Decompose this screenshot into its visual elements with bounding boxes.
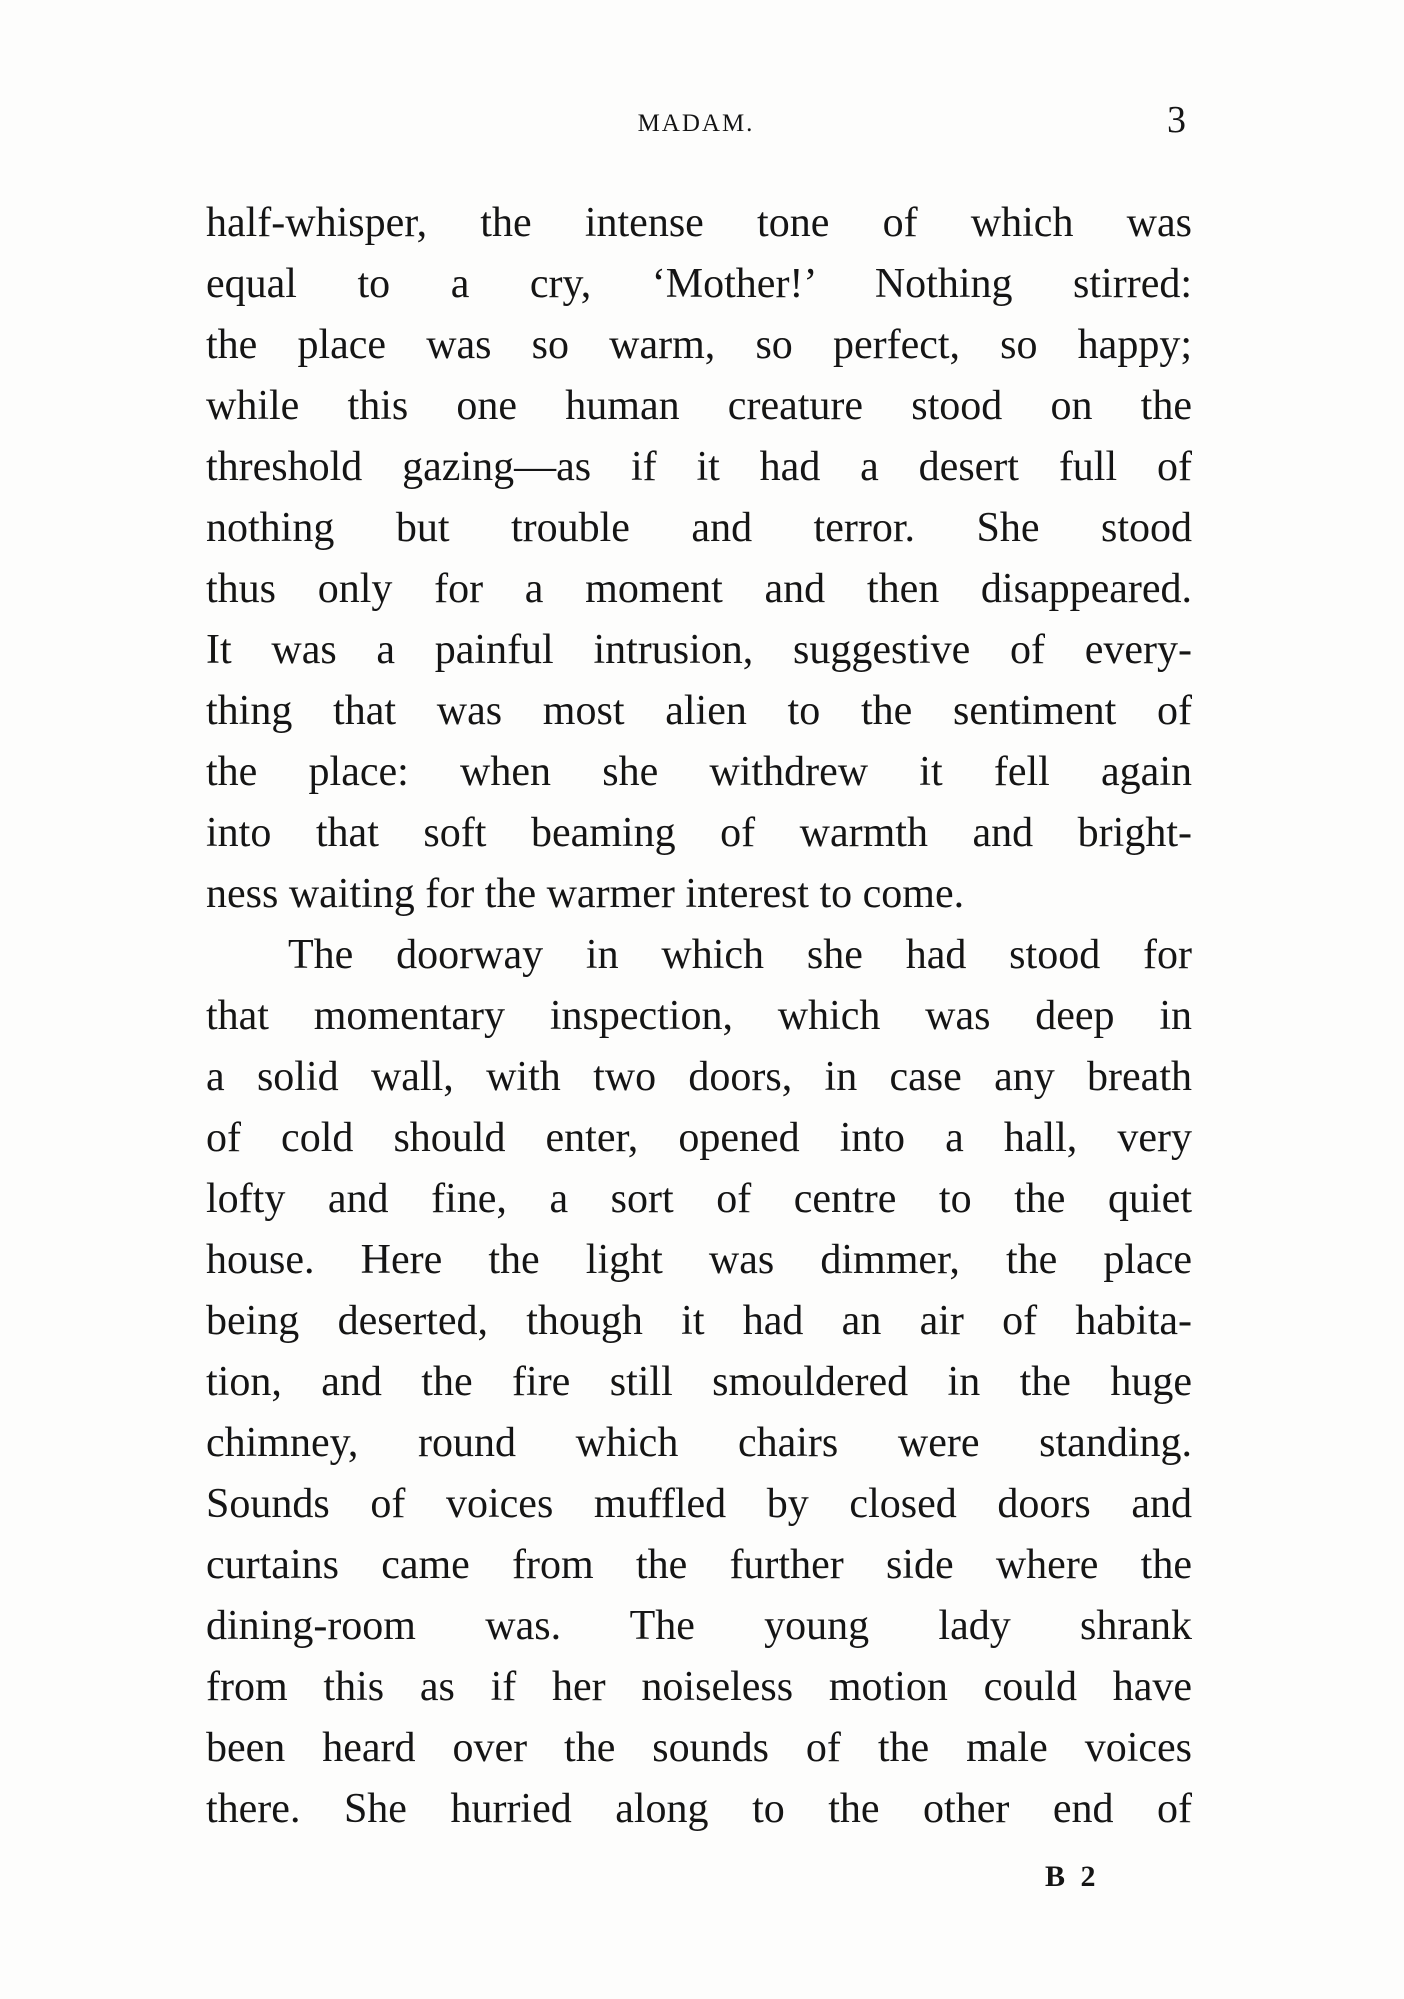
text-line: It was a painful intrusion, suggestive of every- bbox=[206, 627, 1192, 673]
text-line: while this one human creature stood on the bbox=[206, 383, 1192, 429]
text-line: half-whisper, the intense tone of which was bbox=[206, 200, 1192, 246]
page-number: 3 bbox=[1167, 99, 1186, 141]
text-line: been heard over the sounds of the male voices bbox=[206, 1725, 1192, 1771]
text-line: threshold gazing—as if it had a desert full of bbox=[206, 444, 1192, 490]
paragraph-last-line: ness waiting for the warmer interest to come. bbox=[206, 871, 965, 917]
paragraph-first-line: The doorway in which she had stood for bbox=[288, 932, 1192, 978]
text-line: into that soft beaming of warmth and bright- bbox=[206, 810, 1192, 856]
text-line: nothing but trouble and terror. She stood bbox=[206, 505, 1192, 551]
text-line: tion, and the fire still smouldered in the huge bbox=[206, 1359, 1192, 1405]
signature-mark: B 2 bbox=[1045, 1860, 1100, 1893]
text-line: there. She hurried along to the other end of bbox=[206, 1786, 1192, 1832]
text-line: being deserted, though it had an air of habita- bbox=[206, 1298, 1192, 1344]
text-line: dining-room was. The young lady shrank bbox=[206, 1603, 1192, 1649]
text-line: curtains came from the further side where the bbox=[206, 1542, 1192, 1588]
text-line: thus only for a moment and then disappeared. bbox=[206, 566, 1192, 612]
text-line: equal to a cry, ‘Mother!’ Nothing stirred: bbox=[206, 261, 1192, 307]
text-line: a solid wall, with two doors, in case any breath bbox=[206, 1054, 1192, 1100]
text-line: the place was so warm, so perfect, so happy; bbox=[206, 322, 1192, 368]
running-head bbox=[206, 98, 1186, 148]
text-line: house. Here the light was dimmer, the place bbox=[206, 1237, 1192, 1283]
text-line: lofty and fine, a sort of centre to the quiet bbox=[206, 1176, 1192, 1222]
text-line: from this as if her noiseless motion could have bbox=[206, 1664, 1192, 1710]
running-title: MADAM. bbox=[637, 110, 755, 137]
text-line: that momentary inspection, which was deep in bbox=[206, 993, 1192, 1039]
body-text bbox=[206, 193, 1192, 1840]
text-line: of cold should enter, opened into a hall, very bbox=[206, 1115, 1192, 1161]
text-line: the place: when she withdrew it fell again bbox=[206, 749, 1192, 795]
text-line: thing that was most alien to the sentiment of bbox=[206, 688, 1192, 734]
text-line: Sounds of voices muffled by closed doors and bbox=[206, 1481, 1192, 1527]
text-line: chimney, round which chairs were standing. bbox=[206, 1420, 1192, 1466]
